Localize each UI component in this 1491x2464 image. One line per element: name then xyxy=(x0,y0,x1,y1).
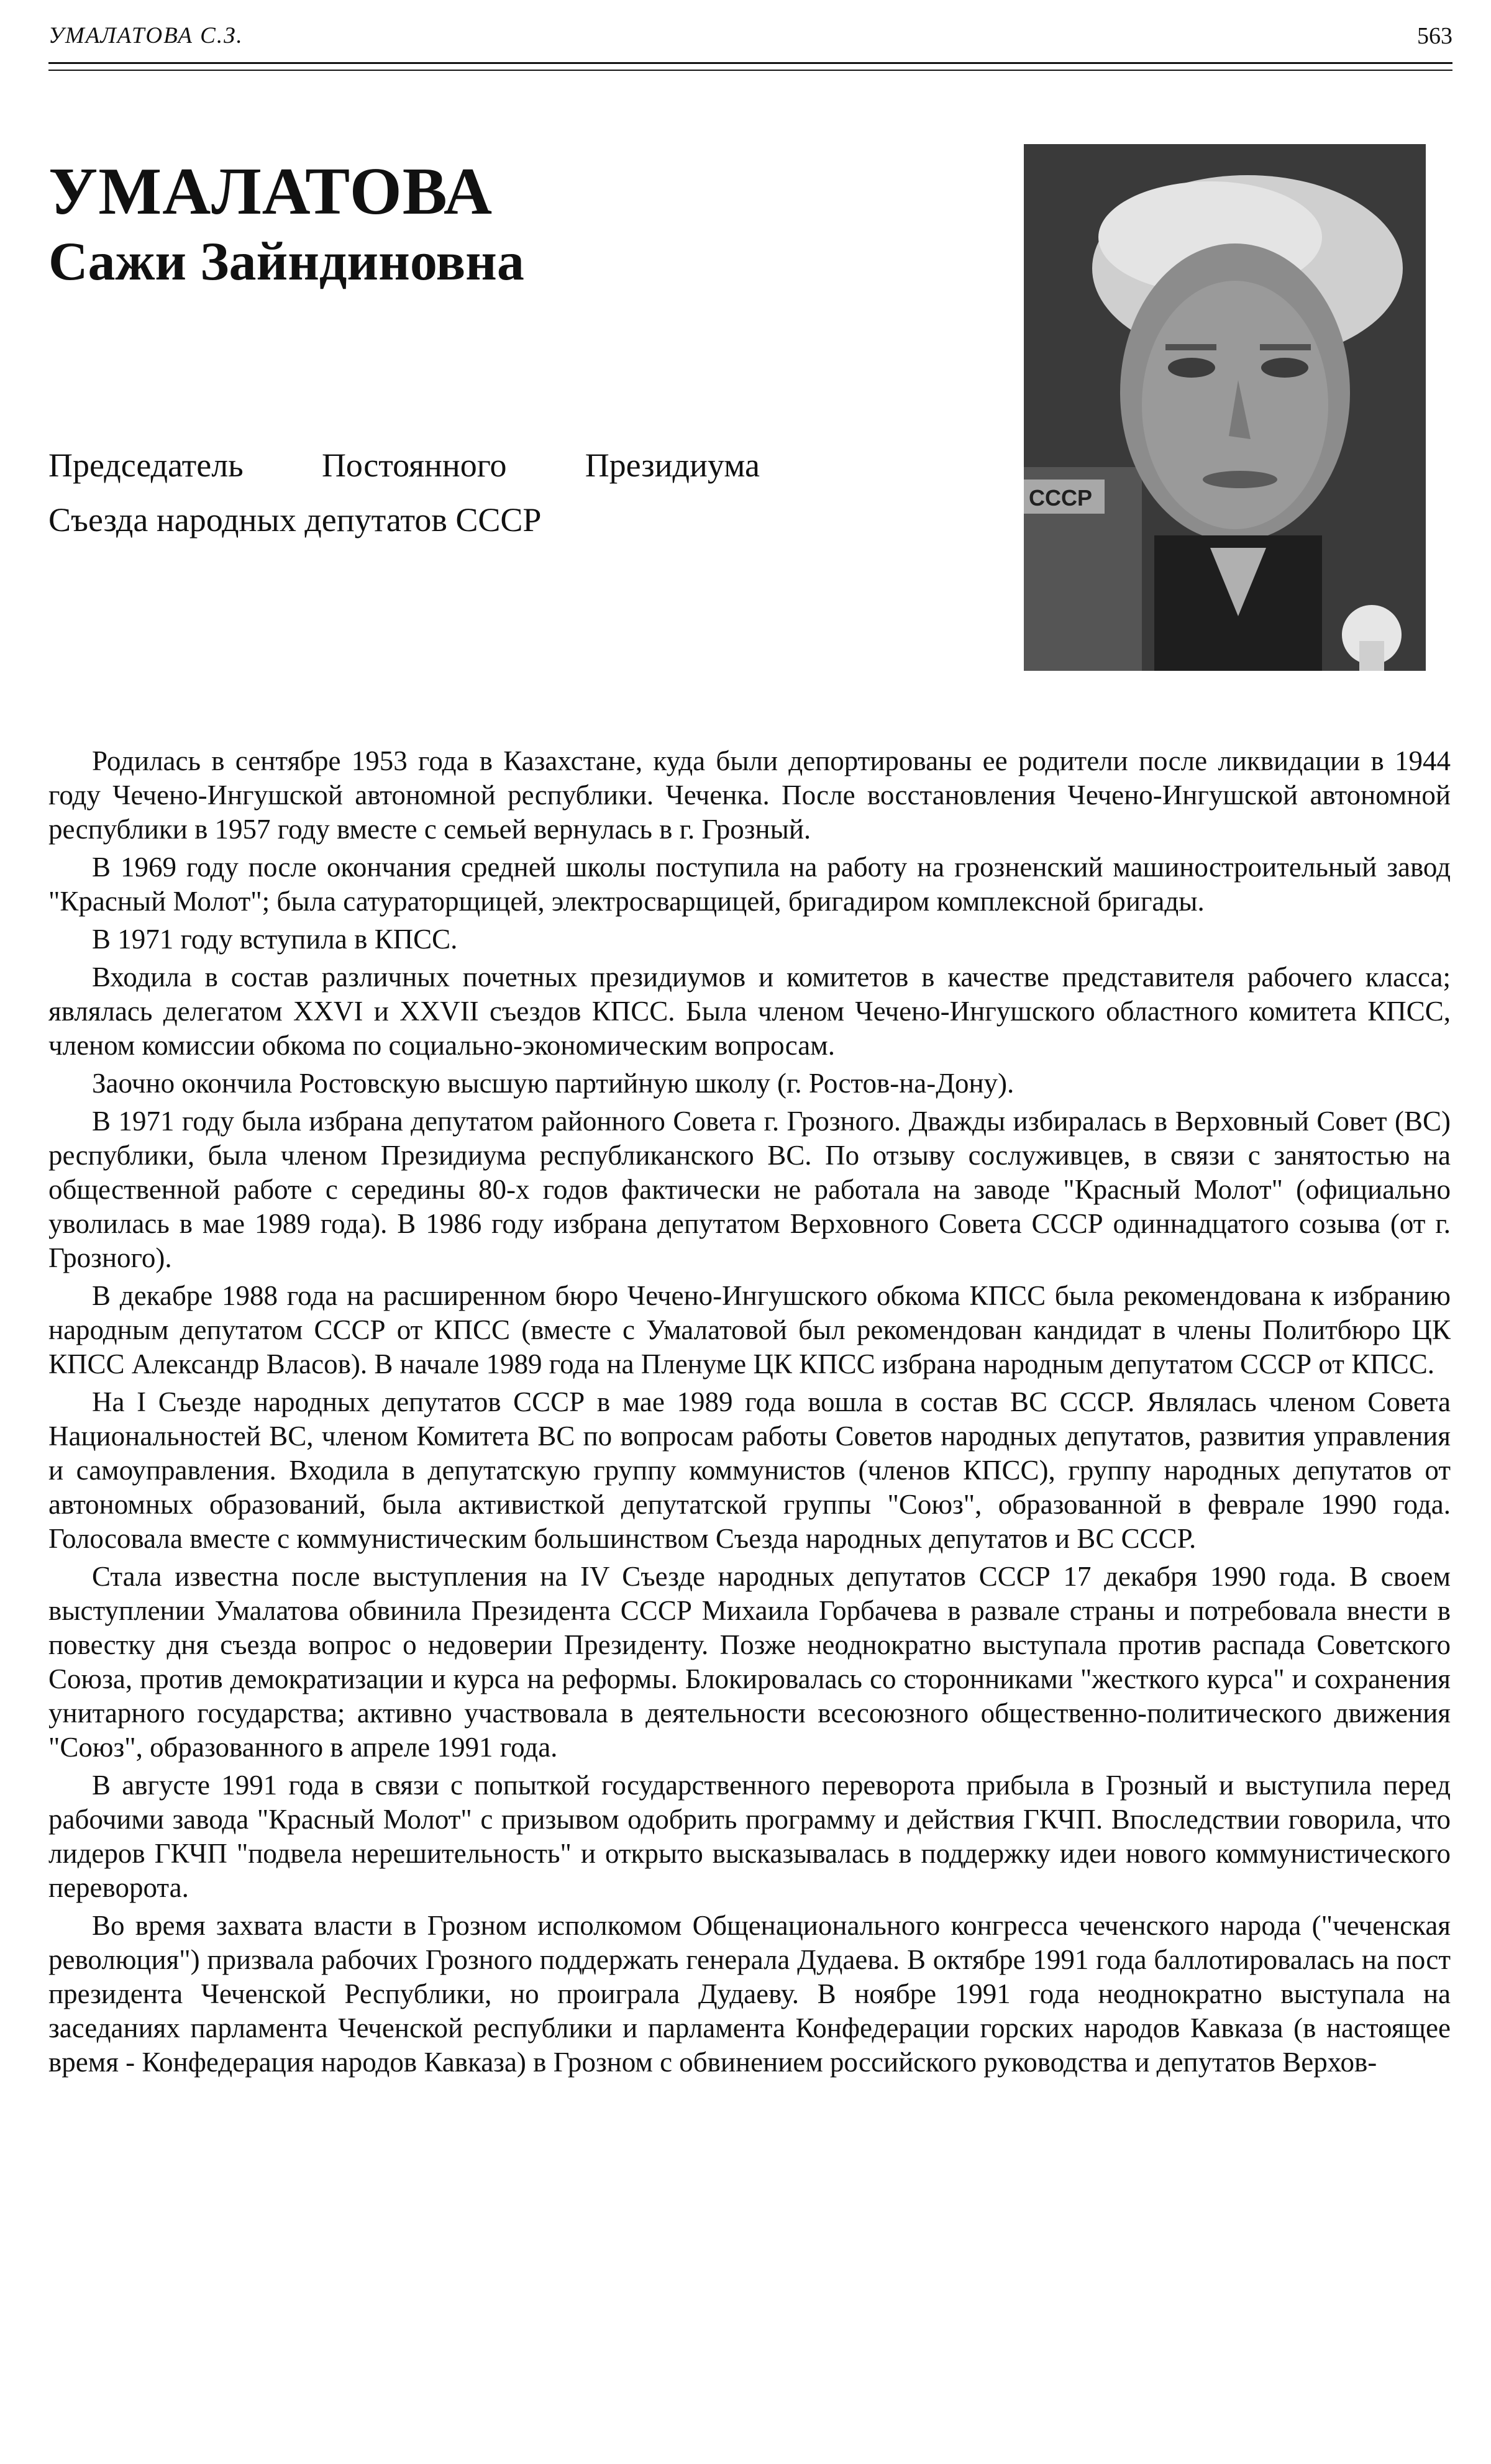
header-rule-top xyxy=(48,62,1452,64)
biography-text xyxy=(48,744,1451,2083)
entry-position xyxy=(48,438,760,547)
paragraph: В декабре 1988 года на расширенном бюро Чечено-Ингушского обкома КПСС была рекомендована к избранию народным депутатом СССР от КПСС (вместе с Умалатовой был рекомендован кандидат в члены Политбюро ЦК КПСС Александр Власов). В начале 1989 года на Пленуме ЦК КПСС избрана народным депутатом СССР от КПСС. xyxy=(48,1280,1451,1380)
paragraph: В августе 1991 года в связи с попыткой государственного переворота прибыла в Грозный и выступила перед рабочими завода "Красный Молот" с призывом одобрить программу и действия ГКЧП. Впоследствии говорила, что лидеров ГКЧП "подвела нерешительность" и открыто высказывалась в поддержку идеи нового коммунистического переворота. xyxy=(48,1770,1451,1903)
paragraph: Входила в состав различных почетных президиумов и комитетов в качестве представителя рабочего класса; являлась делегатом XXVI и XXVII съездов КПСС. Была членом Чечено-Ингушского областного комитета КПСС, членом комиссии обкома по социально-экономическим вопросам. xyxy=(48,962,1451,1061)
position-word: Председатель xyxy=(48,447,244,484)
paragraph: В 1969 году после окончания средней школы поступила на работу на грозненский машиностроительный завод "Красный Молот"; была сатураторщицей, электросварщицей, бригадиром комплексной бригады. xyxy=(48,852,1451,917)
paragraph: Заочно окончила Ростовскую высшую партийную школу (г. Ростов-на-Дону). xyxy=(92,1068,1015,1099)
paragraph: Родилась в сентябре 1953 года в Казахстане, куда были депортированы ее родители после ликвидации в 1944 году Чечено-Ингушской автономной республики. Чеченка. После восстановления Чечено-Ингушской автономной республики в 1957 году вместе с семьей вернулась в г. Грозный. xyxy=(48,745,1451,845)
photo-sign-text: СССР xyxy=(1029,485,1093,511)
page-number: 563 xyxy=(1417,23,1452,49)
paragraph: Во время захвата власти в Грозном исполкомом Общенационального конгресса чеченского народа ("чеченская революция") призвала рабочих Грозного поддержать генерала Дудаева. В октябре 1991 года баллотировалась на пост президента Чеченской Республики, но проиграла Дудаеву. В ноябре 1991 года неоднократно выступала на заседаниях парламента Чеченской республики и парламента Конфедерации горских народов Кавказа (в настоящее время - Конфедерация народов Кавказа) в Грозном с обвинением российского руководства и депутатов Верхов- xyxy=(48,1910,1451,2078)
position-word: Постоянного xyxy=(321,447,507,484)
header-rule-bottom xyxy=(48,70,1452,71)
position-line-1 xyxy=(48,438,760,493)
paragraph: На I Съезде народных депутатов СССР в мае 1989 года вошла в состав ВС СССР. Являлась членом Совета Национальностей ВС, членом Комитета ВС по вопросам работы Советов народных депутатов, развития управления и самоуправления. Входила в депутатскую группу коммунистов (членов КПСС), группу народных депутатов от автономных образований, была активисткой депутатской группы "Союз", образованной в феврале 1990 года. Голосовала вместе с коммунистическим большинством Съезда народных депутатов и ВС СССР. xyxy=(48,1386,1451,1554)
entry-surname: УМАЛАТОВА xyxy=(48,155,493,229)
position-word: Президиума xyxy=(585,447,760,484)
paragraph: В 1971 году была избрана депутатом районного Совета г. Грозного. Дважды избиралась в Верховный Совет (ВС) республики, была членом Президиума республиканского ВС. По отзыву сослуживцев, в связи с занятостью на общественной работе с середины 80-х годов фактически не работала на заводе "Красный Молот" (официально уволилась в мае 1989 года). В 1986 году избрана депутатом Верховного Совета СССР одиннадцатого созыва (от г. Грозного). xyxy=(48,1106,1451,1273)
paragraph: Стала известна после выступления на IV Съезде народных депутатов СССР 17 декабря 1990 года. В своем выступлении Умалатова обвинила Президента СССР Михаила Горбачева в развале страны и потребовала внести в повестку дня съезда вопрос о недоверии Президенту. Позже неоднократно выступала против распада Советского Союза, против демократизации и курса на реформы. Блокировалась со сторонниками "жесткого курса" и сохранения унитарного государства; активно участвовала в деятельности всесоюзного общественно-политического движения "Союз", образованного в апреле 1991 года. xyxy=(48,1561,1451,1763)
portrait-illustration xyxy=(1024,144,1426,671)
entry-given-names: Сажи Зайндиновна xyxy=(48,232,524,292)
paragraph: В 1971 году вступила в КПСС. xyxy=(92,924,458,955)
portrait-photo xyxy=(1024,144,1426,671)
running-head: УМАЛАТОВА С.З. xyxy=(48,23,244,48)
position-line-2: Съезда народных депутатов СССР xyxy=(48,501,542,539)
